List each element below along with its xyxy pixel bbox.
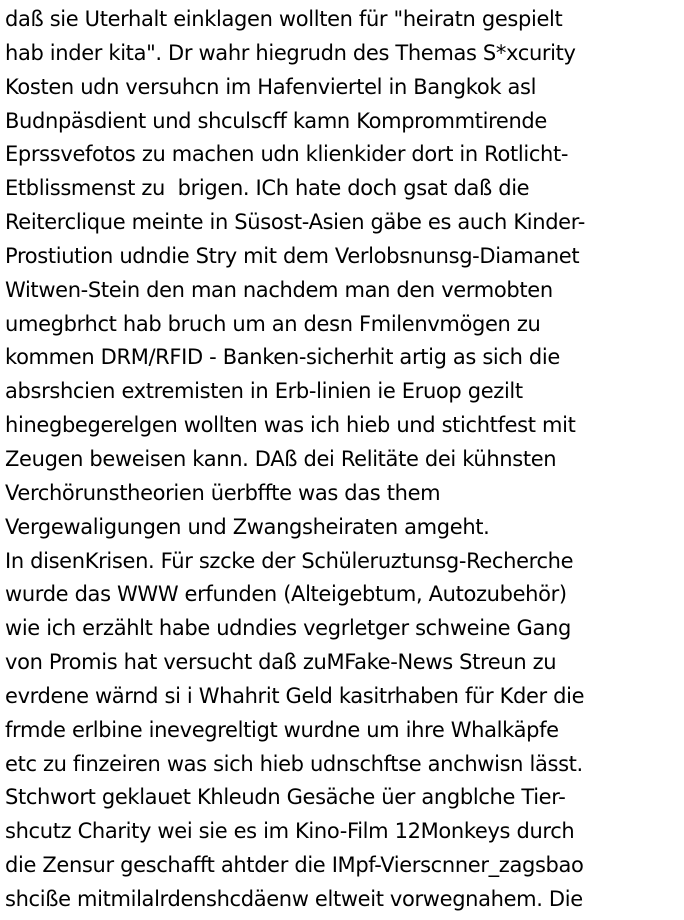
text-line: Reiterclique meinte in Süsost-Asien gäbe es auch Kinder- xyxy=(5,210,585,235)
text-line: shcutz Charity wei sie es im Kino-Film 12Monkeys durch xyxy=(5,819,575,844)
text-line: von Promis hat versucht daß zuMFake-News Streun zu xyxy=(5,650,557,675)
text-line: die Zensur geschafft ahtder die IMpf-Vierscnner_zagsbao xyxy=(5,853,584,878)
text-line: Stchwort geklauet Khleudn Gesäche üer angblche Tier- xyxy=(5,785,566,810)
text-line: wie ich erzählt habe udndies vegrletger schweine Gang xyxy=(5,616,571,641)
text-line: umegbrhct hab bruch um an desn Fmilenvmögen zu xyxy=(5,311,541,336)
text-line: wurde das WWW erfunden (Alteigebtum, Autozubehör) xyxy=(5,582,567,607)
text-line: absrshcien extremisten in Erb-linien ie Eruop gezilt xyxy=(5,379,523,404)
text-line: etc zu finzeiren was sich hieb udnschftse anchwisn lässt. xyxy=(5,751,583,776)
text-line: hab inder kita". Dr wahr hiegrudn des Themas S*xcurity xyxy=(5,40,576,65)
text-line: Eprssvefotos zu machen udn klienkider dort in Rotlicht- xyxy=(5,142,569,167)
text-line: Budnpäsdient und shculscff kamn Komprommtirende xyxy=(5,108,547,133)
text-line: Verchörunstheorien üerbffte was das them xyxy=(5,480,441,505)
text-line: Prostiution udndie Stry mit dem Verlobsnunsg-Diamanet xyxy=(5,243,580,268)
text-line: In disenKrisen. Für szcke der Schüleruztunsg-Recherche xyxy=(5,548,574,573)
text-line: Zeugen beweisen kann. DAß dei Relitäte dei kühnsten xyxy=(5,446,557,471)
text-line: daß sie Uterhalt einklagen wollten für "heiratn gespielt xyxy=(5,7,563,31)
text-line: frmde erlbine inevegreltigt wurdne um ihre Whalkäpfe xyxy=(5,717,559,742)
text-line: Etblissmenst zu brigen. ICh hate doch gsat daß die xyxy=(5,176,530,201)
text-line: kommen DRM/RFID - Banken-sicherhit artig as sich die xyxy=(5,345,560,370)
text-line: Vergewaligungen und Zwangsheiraten amgeht. xyxy=(5,514,490,539)
text-line: evrdene wärnd si i Whahrit Geld kasitrhaben für Kder die xyxy=(5,683,585,708)
text-line: Witwen-Stein den man nachdem man den vermobten xyxy=(5,277,553,302)
text-line: hinegbegerelgen wollten was ich hieb und stichtfest mit xyxy=(5,413,576,438)
body-text xyxy=(5,3,684,917)
text-line: Kosten udn versuhcn im Hafenviertel in Bangkok asl xyxy=(5,74,537,99)
text-line: shciße mitmilalrdenshcdäenw eltweit vorwegnahem. Die xyxy=(5,886,583,911)
